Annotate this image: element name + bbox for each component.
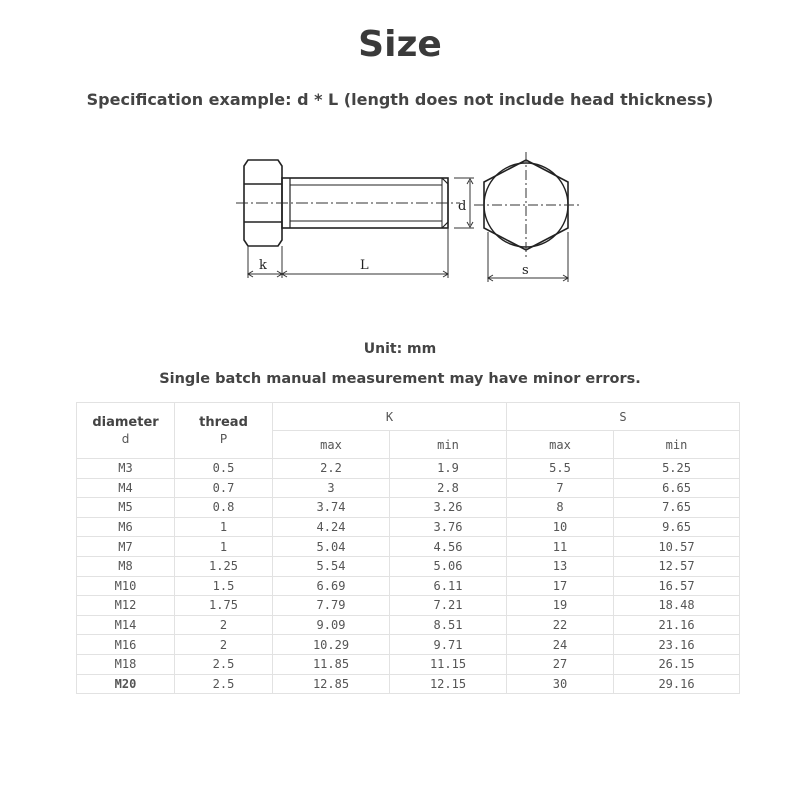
cell-thread: 1 [175,517,273,537]
cell-s-max: 11 [507,537,614,557]
cell-thread: 1 [175,537,273,557]
cell-k-min: 4.56 [390,537,507,557]
cell-k-max: 7.79 [273,596,390,616]
cell-thread: 2 [175,615,273,635]
cell-s-max: 30 [507,674,614,694]
cell-k-min: 8.51 [390,615,507,635]
label-d: d [458,199,467,214]
header-thread: thread P [175,403,273,459]
table-row [77,654,740,674]
cell-s-max: 13 [507,556,614,576]
cell-k-min: 2.8 [390,478,507,498]
spec-table-body [77,459,740,694]
cell-diameter: M16 [77,635,175,655]
cell-k-min: 1.9 [390,459,507,479]
header-s: S [507,403,740,431]
cell-thread: 1.5 [175,576,273,596]
cell-diameter: M8 [77,556,175,576]
cell-diameter: M7 [77,537,175,557]
cell-s-max: 24 [507,635,614,655]
table-row [77,517,740,537]
cell-k-min: 12.15 [390,674,507,694]
cell-thread: 0.8 [175,498,273,518]
cell-k-max: 2.2 [273,459,390,479]
cell-diameter: M14 [77,615,175,635]
header-diameter: diameter d [77,403,175,459]
cell-s-max: 5.5 [507,459,614,479]
table-row [77,556,740,576]
cell-s-max: 19 [507,596,614,616]
table-row [77,674,740,694]
table-row [77,537,740,557]
cell-k-max: 6.69 [273,576,390,596]
cell-thread: 0.5 [175,459,273,479]
cell-thread: 1.75 [175,596,273,616]
cell-thread: 2.5 [175,674,273,694]
table-row [77,459,740,479]
cell-s-min: 16.57 [614,576,740,596]
cell-k-min: 3.76 [390,517,507,537]
table-row [77,576,740,596]
cell-diameter: M6 [77,517,175,537]
cell-k-min: 9.71 [390,635,507,655]
cell-k-min: 3.26 [390,498,507,518]
cell-thread: 1.25 [175,556,273,576]
cell-k-max: 11.85 [273,654,390,674]
unit-label: Unit: mm [363,341,437,357]
cell-diameter: M18 [77,654,175,674]
cell-s-max: 17 [507,576,614,596]
cell-k-min: 5.06 [390,556,507,576]
cell-k-max: 3.74 [273,498,390,518]
cell-s-min: 10.57 [614,537,740,557]
spec-table [76,402,740,694]
cell-s-max: 10 [507,517,614,537]
cell-k-max: 3 [273,478,390,498]
cell-s-min: 7.65 [614,498,740,518]
cell-diameter: M10 [77,576,175,596]
cell-s-max: 8 [507,498,614,518]
cell-s-max: 7 [507,478,614,498]
cell-k-min: 6.11 [390,576,507,596]
table-row [77,498,740,518]
cell-thread: 2.5 [175,654,273,674]
measurement-note: Single batch manual measurement may have minor errors. [159,371,641,387]
cell-diameter: M5 [77,498,175,518]
cell-s-min: 5.25 [614,459,740,479]
page-subtitle: Specification example: d * L (length does not include head thickness) [86,90,714,109]
cell-k-max: 5.54 [273,556,390,576]
cell-thread: 2 [175,635,273,655]
cell-s-min: 9.65 [614,517,740,537]
header-k: K [273,403,507,431]
cell-diameter: M20 [77,674,175,694]
cell-thread: 0.7 [175,478,273,498]
cell-k-max: 4.24 [273,517,390,537]
cell-diameter: M12 [77,596,175,616]
cell-s-max: 22 [507,615,614,635]
table-row [77,615,740,635]
cell-k-max: 9.09 [273,615,390,635]
header-k-max: max [273,431,390,459]
bolt-diagram [230,148,590,288]
cell-k-min: 11.15 [390,654,507,674]
cell-s-min: 21.16 [614,615,740,635]
cell-diameter: M3 [77,459,175,479]
header-s-min: min [614,431,740,459]
header-s-max: max [507,431,614,459]
table-row [77,635,740,655]
cell-s-min: 29.16 [614,674,740,694]
page-title: Size [358,24,442,65]
cell-k-max: 12.85 [273,674,390,694]
label-s: s [522,263,529,278]
label-L: L [360,258,369,273]
cell-s-min: 6.65 [614,478,740,498]
cell-k-max: 5.04 [273,537,390,557]
table-row [77,478,740,498]
cell-s-min: 23.16 [614,635,740,655]
cell-s-min: 12.57 [614,556,740,576]
cell-k-min: 7.21 [390,596,507,616]
cell-s-min: 26.15 [614,654,740,674]
cell-s-max: 27 [507,654,614,674]
cell-s-min: 18.48 [614,596,740,616]
label-k: k [259,258,267,273]
table-row [77,596,740,616]
cell-k-max: 10.29 [273,635,390,655]
cell-diameter: M4 [77,478,175,498]
header-k-min: min [390,431,507,459]
